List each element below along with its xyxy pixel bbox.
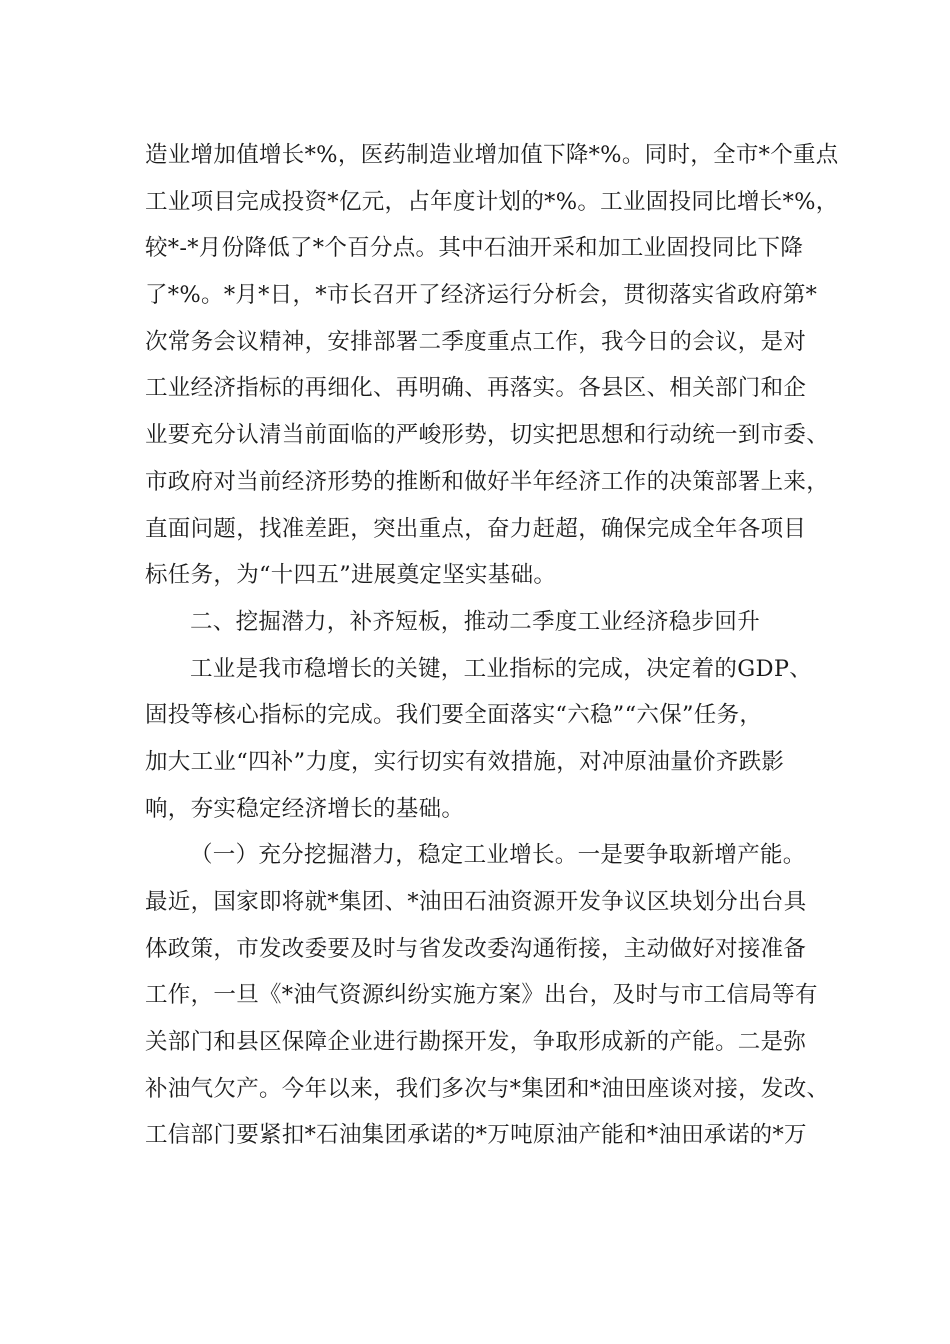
text-line: 造业增加值增长*%，医药制造业增加值下降*%。同时，全市*个重点	[145, 142, 839, 168]
section-heading: 二、挖掘潜力，补齐短板，推动二季度工业经济稳步回升	[190, 608, 761, 635]
text-line: 较*-*月份降低了*个百分点。其中石油开采和加工业固投同比下降	[145, 235, 804, 262]
text-line: 市政府对当前经济形势的推断和做好半年经济工作的决策部署上来，	[145, 468, 830, 495]
text-line: 业要充分认清当前面临的严峻形势，切实把思想和行动统一到市委、	[145, 422, 830, 449]
text-line: 了*%。*月*日，*市长召开了经济运行分析会，贯彻落实省政府第*	[145, 282, 818, 309]
text-line: 最近，国家即将就*集团、*油田石油资源开发争议区块划分出台具	[145, 889, 807, 915]
subsection-first-line: （一）充分挖掘潜力，稳定工业增长。一是要争取新增产能。	[190, 842, 806, 869]
text-line: 次常务会议精神，安排部署二季度重点工作，我今日的会议，是对	[145, 328, 807, 355]
text-line: 标任务，为“十四五”进展奠定坚实基础。	[145, 562, 557, 589]
text-line: 直面问题，找准差距，突出重点，奋力赶超，确保完成全年各项目	[145, 515, 807, 542]
paragraph-first-line: 工业是我市稳增长的关键，工业指标的完成，决定着的GDP、	[190, 655, 813, 682]
text-line: 补油气欠产。今年以来，我们多次与*集团和*油田座谈对接，发改、	[145, 1075, 830, 1102]
text-line: 工作，一旦《*油气资源纠纷实施方案》出台，及时与市工信局等有	[145, 982, 818, 1009]
text-line: 加大工业“四补”力度，实行切实有效措施，对冲原油量价齐跌影	[145, 748, 785, 775]
text-line: 工业经济指标的再细化、再明确、再落实。各县区、相关部门和企	[145, 375, 807, 402]
text-line: 固投等核心指标的完成。我们要全面落实“六稳”“六保”任务，	[145, 702, 763, 729]
text-line: 关部门和县区保障企业进行勘探开发，争取形成新的产能。二是弥	[145, 1029, 807, 1056]
document-body	[145, 132, 839, 1159]
text-line: 工信部门要紧扣*石油集团承诺的*万吨原油产能和*油田承诺的*万	[145, 1122, 807, 1149]
text-line: 体政策，市发改委要及时与省发改委沟通衔接，主动做好对接准备	[145, 935, 807, 962]
text-line: 响，夯实稳定经济增长的基础。	[145, 795, 465, 822]
text-line: 工业项目完成投资*亿元，占年度计划的*%。工业固投同比增长*%，	[145, 188, 839, 215]
